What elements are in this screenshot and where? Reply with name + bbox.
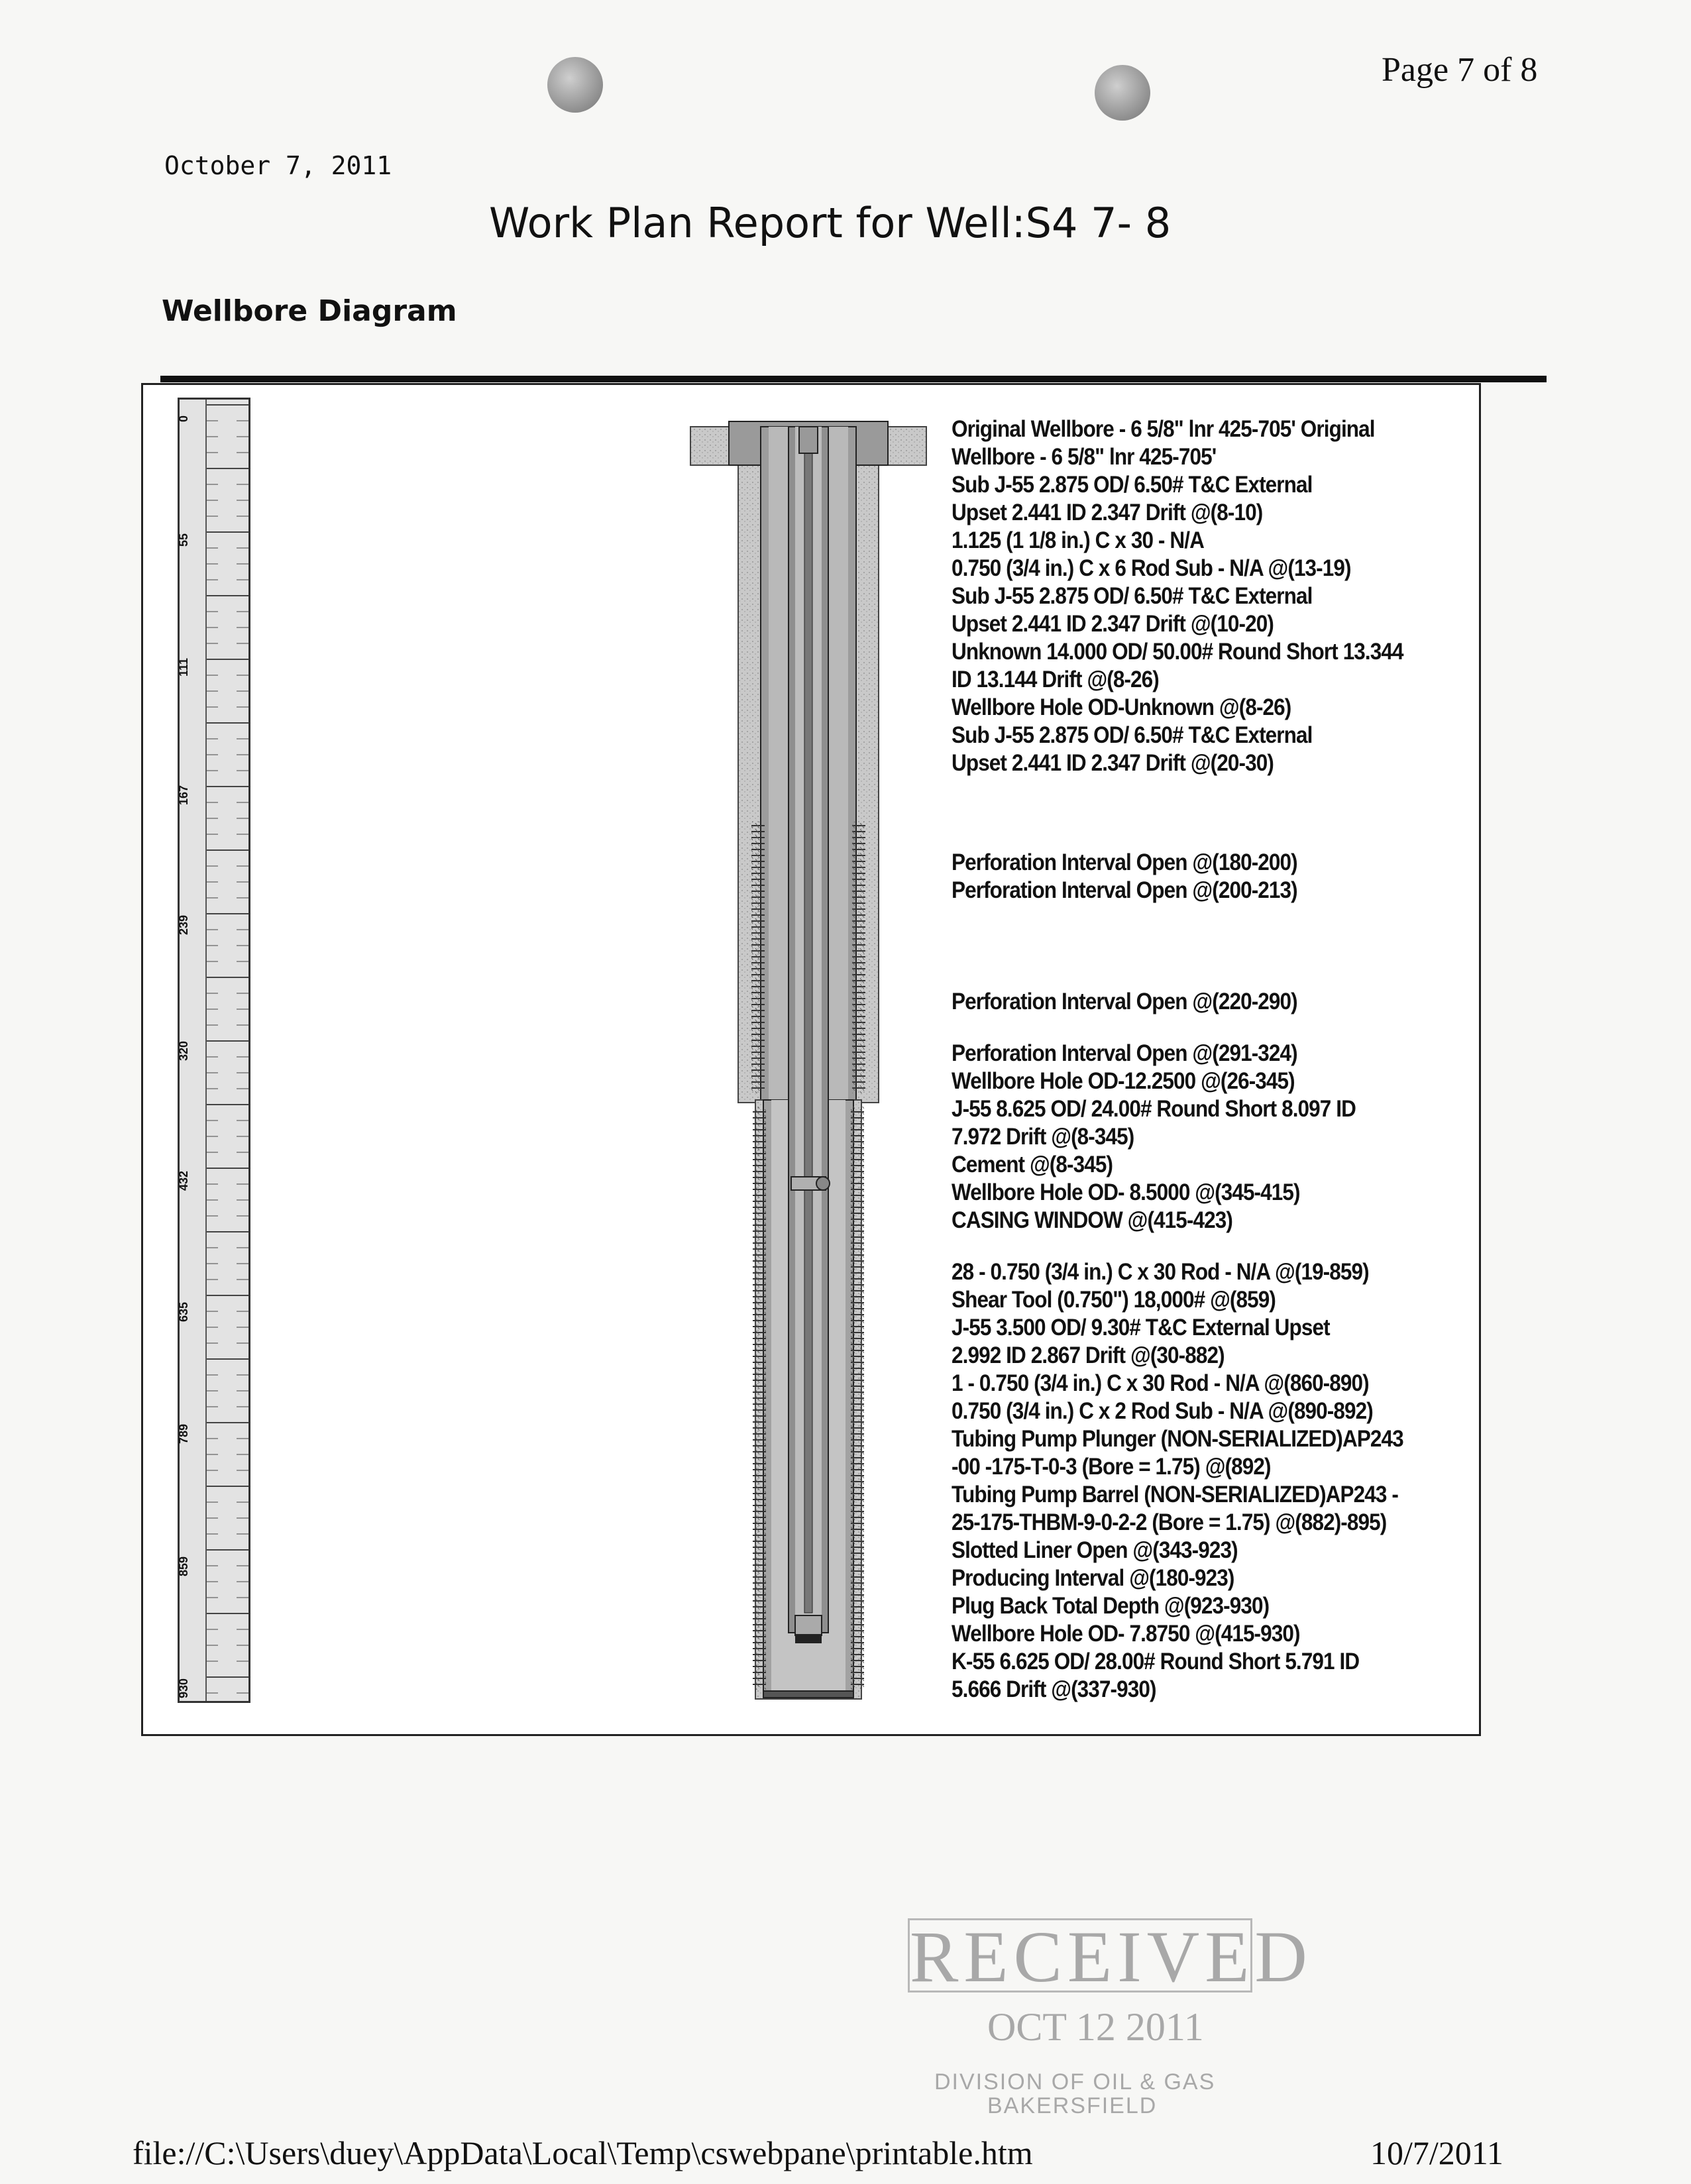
annotation-line: Tubing Pump Barrel (NON-SERIALIZED)AP243 -: [952, 1482, 1398, 1507]
annotation-line: Perforation Interval Open @(220-290): [952, 989, 1297, 1014]
annotation-line: 0.750 (3/4 in.) C x 6 Rod Sub - N/A @(13-19): [952, 555, 1351, 581]
annotation-line: 0.750 (3/4 in.) C x 2 Rod Sub - N/A @(890-892): [952, 1398, 1373, 1424]
stamp-division: DIVISION OF OIL & GAS: [934, 2069, 1216, 2095]
annotation-line: 1 - 0.750 (3/4 in.) C x 30 Rod - N/A @(860-890): [952, 1370, 1369, 1396]
annotation-line: J-55 8.625 OD/ 24.00# Round Short 8.097 ID: [952, 1096, 1356, 1122]
annotation-line: 5.666 Drift @(337-930): [952, 1676, 1156, 1702]
depth-ruler: [178, 398, 250, 1703]
annotation-line: Upset 2.441 ID 2.347 Drift @(10-20): [952, 611, 1274, 637]
slotted-liner-left: [753, 1107, 766, 1690]
annotation-line: Cement @(8-345): [952, 1152, 1113, 1177]
annotation-line: Upset 2.441 ID 2.347 Drift @(20-30): [952, 750, 1274, 776]
annotation-line: Tubing Pump Plunger (NON-SERIALIZED)AP243: [952, 1426, 1403, 1452]
annotation-line: Sub J-55 2.875 OD/ 6.50# T&C External: [952, 472, 1313, 498]
annotation-line: -00 -175-T-0-3 (Bore = 1.75) @(892): [952, 1454, 1271, 1480]
annotation-line: Wellbore Hole OD-12.2500 @(26-345): [952, 1068, 1295, 1094]
perforations-upper-left: [751, 822, 765, 1093]
annotation-line: Wellbore Hole OD- 7.8750 @(415-930): [952, 1621, 1300, 1647]
annotation-line: Perforation Interval Open @(291-324): [952, 1040, 1297, 1066]
ruler-tick-label: 432: [177, 1170, 190, 1191]
annotation-line: 2.992 ID 2.867 Drift @(30-882): [952, 1342, 1225, 1368]
ruler-tick-label: 55: [177, 533, 190, 547]
ruler-tick-label: 635: [177, 1301, 190, 1322]
ruler-tick-label: 167: [177, 785, 190, 805]
perforations-upper-right: [852, 822, 865, 1093]
plug-back-depth: [795, 1634, 822, 1643]
annotation-line: Slotted Liner Open @(343-923): [952, 1537, 1238, 1563]
annotation-line: Plug Back Total Depth @(923-930): [952, 1593, 1270, 1619]
shear-tool-collar: [816, 1177, 830, 1190]
ruler-tick-label: 930: [177, 1678, 190, 1698]
punch-hole-left: [547, 57, 603, 113]
stamp-field: BAKERSFIELD: [987, 2093, 1158, 2118]
annotation-line: Wellbore - 6 5/8" lnr 425-705': [952, 444, 1217, 470]
footer-file-path: file://C:\Users\duey\AppData\Local\Temp\cswebpane\printable.htm: [133, 2134, 1033, 2171]
annotation-line: K-55 6.625 OD/ 28.00# Round Short 5.791 ID: [952, 1649, 1360, 1674]
punch-hole-right: [1095, 65, 1150, 121]
report-title: Work Plan Report for Well:S4 7- 8: [489, 199, 1172, 247]
annotation-line: 1.125 (1 1/8 in.) C x 30 - N/A: [952, 527, 1204, 553]
ruler-tick-label: 111: [177, 657, 190, 677]
annotation-line: ID 13.144 Drift @(8-26): [952, 667, 1159, 692]
annotation-line: Producing Interval @(180-923): [952, 1565, 1234, 1591]
tubing-pump-barrel: [795, 1615, 822, 1635]
annotation-line: Sub J-55 2.875 OD/ 6.50# T&C External: [952, 583, 1313, 609]
section-title: Wellbore Diagram: [162, 294, 457, 328]
annotation-line: Wellbore Hole OD- 8.5000 @(345-415): [952, 1179, 1300, 1205]
annotation-line: Unknown 14.000 OD/ 50.00# Round Short 13.344: [952, 639, 1403, 665]
liner-shoe: [763, 1691, 853, 1698]
rod-string: [804, 427, 812, 1613]
title-rule: [160, 376, 1547, 382]
page-number: Page 7 of 8: [1382, 51, 1538, 89]
ruler-tick-label: 0: [177, 415, 190, 422]
slotted-liner-right: [851, 1107, 864, 1690]
wellbore-schematic: [682, 417, 934, 1710]
ruler-tick-label: 789: [177, 1423, 190, 1444]
annotation-line: CASING WINDOW @(415-423): [952, 1207, 1232, 1233]
annotation-line: Sub J-55 2.875 OD/ 6.50# T&C External: [952, 722, 1313, 748]
stamp-date: OCT 12 2011: [987, 2005, 1204, 2049]
annotation-line: Perforation Interval Open @(180-200): [952, 849, 1297, 875]
annotation-line: 7.972 Drift @(8-345): [952, 1124, 1134, 1150]
stamp-heading: RECEIVED: [908, 1918, 1252, 1993]
annotation-line: Perforation Interval Open @(200-213): [952, 877, 1297, 903]
annotation-line: Original Wellbore - 6 5/8" lnr 425-705' Original: [952, 416, 1375, 442]
annotation-line: 25-175-THBM-9-0-2-2 (Bore = 1.75) @(882)-895): [952, 1509, 1387, 1535]
annotation-line: Upset 2.441 ID 2.347 Drift @(8-10): [952, 500, 1263, 525]
ruler-tick-label: 320: [177, 1040, 190, 1061]
ruler-tick-label: 239: [177, 914, 190, 935]
report-date: October 7, 2011: [164, 151, 392, 180]
ruler-tick-label: 859: [177, 1556, 190, 1576]
annotation-line: Wellbore Hole OD-Unknown @(8-26): [952, 694, 1291, 720]
footer-date: 10/7/2011: [1370, 2134, 1503, 2171]
annotation-line: Shear Tool (0.750") 18,000# @(859): [952, 1287, 1276, 1313]
polished-rod-top: [799, 427, 818, 453]
received-stamp: [908, 1916, 1313, 2118]
annotation-line: J-55 3.500 OD/ 9.30# T&C External Upset: [952, 1315, 1330, 1340]
annotation-line: 28 - 0.750 (3/4 in.) C x 30 Rod - N/A @(19-859): [952, 1259, 1369, 1285]
